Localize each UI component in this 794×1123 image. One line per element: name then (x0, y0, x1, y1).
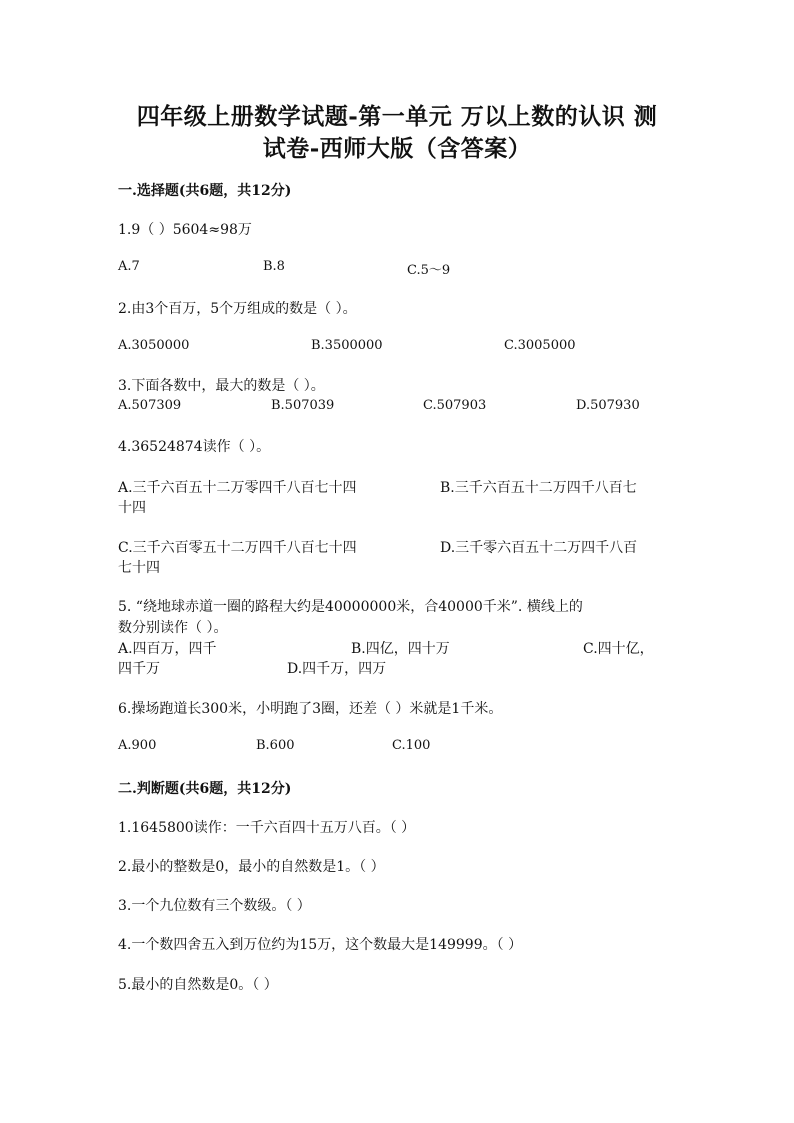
q2-option-c: C.3005000 (504, 338, 576, 353)
q6-option-a: A.900 (118, 738, 157, 753)
q3-option-c: C.507903 (423, 398, 487, 413)
q3-option-a: A.507309 (118, 398, 182, 413)
q4-option-d: D.三千零六百五十二万四千八百 (440, 540, 638, 556)
page-title-line-1: 四年级上册数学试题-第一单元 万以上数的认识 测 (136, 103, 658, 130)
q1-option-a: A.7 (118, 259, 140, 274)
question-4: 4.36524874读作（ ）。 (118, 439, 271, 455)
judgement-item-4: 4.一个数四舍五入到万位约为15万，这个数最大是149999。（ ） (118, 937, 523, 953)
section-heading-judgement: 二.判断题(共6题，共12分) (118, 781, 292, 797)
q2-option-b: B.3500000 (311, 338, 383, 353)
q4-option-d-continued: 七十四 (118, 560, 160, 576)
q5-option-d: D.四千万，四万 (287, 661, 387, 677)
question-3: 3.下面各数中，最大的数是（ ）。 (118, 378, 325, 394)
q1-option-c: C.5～9 (407, 263, 451, 278)
q3-option-b: B.507039 (271, 398, 335, 413)
question-6: 6.操场跑道长300米，小明跑了3圈，还差（ ）米就是1千米。 (118, 701, 503, 717)
q4-option-a: A.三千六百五十二万零四千八百七十四 (118, 480, 357, 496)
question-5-continued: 数分别读作（ ）。 (118, 620, 228, 636)
q5-option-c-continued: 四千万 (118, 661, 160, 677)
q2-option-a: A.3050000 (118, 338, 190, 353)
q5-option-a: A.四百万，四千 (118, 641, 217, 657)
q5-option-c: C.四十亿， (583, 641, 654, 657)
section-heading-choice: 一.选择题(共6题，共12分) (118, 183, 292, 199)
question-5: 5. “绕地球赤道一圈的路程大约是40000000米，合40000千米”. 横线上的 (118, 599, 583, 615)
judgement-item-1: 1.1645800读作：一千六百四十五万八百。（ ） (118, 820, 416, 836)
q5-option-b: B.四亿，四十万 (351, 641, 450, 657)
question-1: 1.9（ ）5604≈98万 (118, 222, 252, 238)
q3-option-d: D.507930 (576, 398, 640, 413)
q6-option-c: C.100 (392, 738, 431, 753)
page-title-line-2: 试卷-西师大版（含答案） (262, 135, 532, 162)
q6-option-b: B.600 (256, 738, 295, 753)
q4-option-c: C.三千六百零五十二万四千八百七十四 (118, 540, 357, 556)
judgement-item-3: 3.一个九位数有三个数级。（ ） (118, 898, 311, 914)
question-2: 2.由3个百万，5个万组成的数是（ ）。 (118, 301, 357, 317)
judgement-item-2: 2.最小的整数是0，最小的自然数是1。（ ） (118, 859, 385, 875)
judgement-item-5: 5.最小的自然数是0。（ ） (118, 977, 278, 993)
q1-option-b: B.8 (263, 259, 285, 274)
q4-option-b-continued: 十四 (118, 500, 146, 516)
q4-option-b: B.三千六百五十二万四千八百七 (440, 480, 637, 496)
